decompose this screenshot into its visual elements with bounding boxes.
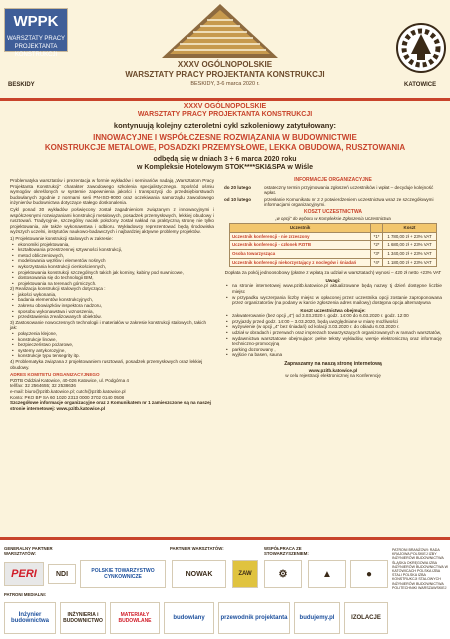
- section-1-heading: 1) Projektowanie konstrukcji stalowych w zakresie:: [10, 235, 113, 241]
- intro-line1: XXXV OGÓLNOPOLSKIE: [183, 103, 267, 110]
- list-item: • systemy antykorozyjne,: [10, 348, 214, 354]
- pyramid-logo-icon: [160, 2, 280, 60]
- list-item: • zakresu obowiązków inspektora nadzoru,: [10, 303, 214, 309]
- cell-option: *3*: [371, 249, 383, 258]
- cell-participant: Uczestnik konferencji - członek PZITB: [230, 241, 371, 250]
- website-link[interactable]: www.pzitb.katowice.pl: [308, 367, 358, 373]
- column-header-option: [371, 224, 383, 233]
- date-row: [224, 197, 442, 208]
- date-row-date: do 20 lutego: [224, 184, 252, 190]
- date-row: [224, 185, 442, 196]
- list-item: • metod obliczeniowych,: [10, 253, 214, 259]
- header: [0, 0, 450, 100]
- pzitb-logo-icon: ⚙: [264, 560, 302, 588]
- address-line-1: PZITB Oddział Katowice, 40-026 Katowice, ul. Podgórna 4: [10, 377, 129, 383]
- przewodnik-projektanta-logo: przewodnik projektanta: [218, 602, 290, 634]
- list-item: • wykorzystania konstrukcji cienkościennych,: [10, 264, 214, 270]
- materialy-budowlane-logo: MATERIAŁY BUDOWLANE: [110, 602, 160, 634]
- section-3-heading: 3) Zastosowanie nowoczesnych technologii i materiałów w zakresie konstrukcji stalowych, takich jak:: [10, 319, 207, 331]
- list-item: • ekonomiki projektowania,: [10, 242, 214, 248]
- list-item: • badania elementów konstrukcyjnych,: [10, 297, 214, 303]
- cell-cost: 1 340,00 zł + 23% VAT: [383, 249, 437, 258]
- list-item: • bezpieczeństwo pożarowe,: [10, 342, 214, 348]
- section-2-heading: 2) Realizacja konstrukcji stalowych dotycząca :: [10, 286, 106, 292]
- general-partner-heading: GENERALNY PARTNER WARSZTATÓW:: [4, 546, 53, 556]
- cell-cost: 1 680,00 zł + 23% VAT: [383, 241, 437, 250]
- header-title-line2: WARSZTATY PRACY PROJEKTANTA KONSTRUKCJI: [125, 70, 325, 79]
- ndi-logo: NDI: [48, 564, 76, 584]
- list-item: • jakości wykonania,: [10, 292, 214, 298]
- cell-participant: Osoba towarzysząca: [230, 249, 371, 258]
- address-line-2: tel/fax: 32 2564655; 32 2538636: [10, 383, 76, 389]
- list-item: • projektowania na terenach górniczych.: [10, 281, 214, 287]
- cooperation-heading: WSPÓŁPRACA ZE STOWARZYSZENIEM:: [264, 546, 309, 556]
- list-item: • wyjście na basen, sauna: [224, 352, 442, 358]
- peri-logo: PERI: [4, 562, 44, 586]
- industry-patrons-text: PATRONI BRANŻOWI: RADA KRAJOWA POLSKIEJ IZBY INŻYNIERÓW BUDOWNICTWA ŚLĄSKA OKRĘGOWA IZBA INŻYNIERÓW BUDOWNICTWA W KATOWICACH POLSKA IZBA STALI POLSKA IZBA KONSTRUKCJI STALOWYCH INŻYNIERÓW BUDOWNICTWA POLITECHNIKI WARSZAWSKIEJ: [392, 548, 448, 590]
- left-column: [10, 178, 214, 411]
- date-row-date: od 10 lutego: [224, 196, 252, 202]
- wppk-logo: [4, 8, 68, 58]
- date-row-text: ostateczny termin przyjmowania zgłoszeń uczestników i wpłat – decyduje kolejność wpłat.: [264, 184, 434, 196]
- cost-includes-heading: Koszt uczestnictwa obejmuje:: [300, 307, 366, 313]
- column-header-participant: Uczestnik: [230, 224, 371, 233]
- column-header-cost: Koszt: [383, 224, 437, 233]
- right-column: [224, 178, 442, 379]
- zaw-logo: ZAW: [232, 560, 258, 588]
- cost-table: [229, 223, 437, 267]
- address-website-note[interactable]: Szczegółowe informacje organizacyjne oraz z Komunikatem nr 1 zamieszczone są na naszej stronie internetowej: www.pzitb.katowice.pl: [10, 400, 211, 411]
- header-date: BESKIDY, 3-6 marca 2020 r.: [190, 81, 260, 87]
- beskidy-label: BESKIDY: [8, 82, 35, 88]
- address-heading: ADRES KOMITETU ORGANIZACYJNEGO: [10, 372, 100, 378]
- katowice-label: KATOWICE: [404, 82, 437, 88]
- ptc-logo: POLSKIE TOWARZYSTWO CYNKOWNICZE: [80, 560, 166, 588]
- list-item: • połączenia klejone,: [10, 331, 214, 337]
- info-heading: INFORMACJE ORGANIZACYJNE: [294, 177, 372, 183]
- list-item: • parking dozorowany ,: [224, 347, 442, 353]
- media-patrons-heading: PATRONI MEDIALNI:: [4, 592, 47, 597]
- list-item: • konstrukcje typu tensegrity itp.: [10, 353, 214, 359]
- single-room-note: Dopłata za pokój jednoosobowy (płatne z wpłatą za udział w warsztatach) wynosi – 420 zł netto +23% VAT: [224, 270, 442, 276]
- address-bank-account: Konto: PKO BP SA 60 1020 2313 0000 3702 0140 0508: [10, 394, 125, 400]
- wppk-logo-text: WPPK: [13, 13, 59, 30]
- intro-line4: INNOWACYJNE I WSPÓŁCZESNE ROZWIĄZANIA W BUDOWNICTWIE: [93, 133, 357, 142]
- list-item: • udział w obradach i przerwach oraz imprezach towarzyszących organizowanych w ramach warsztatów,: [224, 330, 442, 336]
- list-item: • wydawnictwa warsztatowe obejmujące: pełne teksty wykładów, wersje elektroniczną oraz informację techniczno-promocyjną: [224, 336, 442, 347]
- table-row: [230, 258, 437, 267]
- intro-line7: w Kompleksie Hotelowym STOK****SKI&SPA w Wiśle: [136, 164, 314, 171]
- list-item: • na stronie internetowej www.pzitb.katowice.pl aktualizowane będą nazwy tj dzień dostępne liczbie miejsc: [224, 283, 442, 294]
- intro-line6: odbędą się w dniach 3 ÷ 6 marca 2020 roku: [153, 156, 297, 163]
- list-item: • przyjazdy przed godz. 14:00 – 3.03.2020, będą uwzględniane w miarę możliwości: [224, 319, 442, 325]
- list-item: • zakwaterowanie (bez opcji „4”) od 3.03.2020 r. godz. 14:00 do 6.03.2020 r. godz. 12:00: [224, 313, 442, 319]
- cost-table-header: [230, 224, 437, 233]
- date-row-text: przesłanie Komunikatu nr 2 z potwierdzeniem uczestnictwa wraz ze szczegółowymi informacjami organizacyjnymi.: [264, 196, 434, 208]
- beskidy-logo-icon: ●: [350, 560, 388, 588]
- cell-option: *4*: [371, 258, 383, 267]
- wppk-logo-subtitle: WARSZTATY PRACY PROJEKTANTA KONSTRUKCJI: [6, 36, 66, 58]
- inzynier-budownictwa-logo: Inżynier budownictwa: [4, 602, 56, 634]
- budowlany-logo: budowlany: [164, 602, 214, 634]
- budujemy-logo: budujemy.pl: [294, 602, 340, 634]
- cell-option: *1*: [371, 232, 383, 241]
- footer: [0, 540, 450, 639]
- list-item: • przedstawienia zrealizowanych obiektów.: [10, 314, 214, 320]
- cell-cost: 1 780,00 zł + 23% VAT: [383, 232, 437, 241]
- list-item: • w przypadku wyczerpania liczby miejsc w opłaconej przez uczestnika opcji zostanie zaproponowana przez organizatorów (na podany w karcie zgłoszenia adres mailowy) dostępna opcja alternatywna: [224, 295, 442, 306]
- katowice-logo-icon: ▲: [308, 560, 346, 588]
- header-divider: [0, 98, 450, 101]
- left-paragraph-1: Problematyka warsztatów i prezentacja w formie wykładów i seminariów nadają „Warsztatom Pracy Projektanta Konstrukcji” charakter zawodowego szkolenia specjalistycznego. Spośród ośmiu wymogów określonych w systemie zapewnienia jakości i transpozycji do przedsiębiorstwach budowlanych zgodnie z normami serii PN-ISO-9000 oraz oczekiwania samorządu zawodowego inżynierów budownictwa dotyczące stałego doskonalenia.: [10, 178, 214, 206]
- cost-heading: KOSZT UCZESTNICTWA: [303, 208, 363, 215]
- cost-note: „w opcji” do wyboru w Kompleksie Zgłoszenia Uczestnictwa: [275, 215, 391, 221]
- inzynieria-budownictwo-logo: INŻYNIERIA i BUDOWNICTWO: [60, 602, 106, 634]
- intro-line5: KONSTRUKCJE METALOWE, POSADZKI PRZEMYSŁOWE, LEKKA OBUDOWA, RUSZTOWANIA: [44, 143, 406, 152]
- list-item: • projektowania konstrukcji szczególnych takich jak kominy, kabiny pod suwnicowe,: [10, 270, 214, 276]
- gear-logo-icon: [395, 20, 447, 78]
- intro-line3: kontynuują kolejny czteroletni cykl szkoleniowy zatytułowany:: [113, 121, 337, 130]
- left-paragraph-2: Cykl ponad 30 wykładów poświęcony został zagadnieniom związanym z innowacyjnymi i współczesnymi rozwiązaniami konstrukcji metalowych, posadzek przemysłowych, lekkiej obudowy i rusztowań. Tradycyjnie, szczególny nacisk położony został nakład na praktyczną stronę nie tylko projektowania, ale także wykonawstwa i odbioru. Wykładowcy reprezentować będą środowiska wyższych uczelni, instytutów naukowo-badawczych i najbardziej aktywne problemy projektów.: [10, 206, 214, 235]
- invite-line1: Zapraszamy na naszą stronę internetową: [284, 361, 382, 368]
- list-item: • modelowania węzłów i elementów nośnych: [10, 258, 214, 264]
- address-email[interactable]: e-mail: biuro@pzitb.katowice.pl; cutch@pzitb.katowice.pl: [10, 388, 126, 394]
- cell-cost: 1 180,00 zł + 23% VAT: [383, 258, 437, 267]
- invite-line3: w celu rejestracji elektronicznej na Konferencję: [285, 373, 381, 379]
- cell-option: *2*: [371, 241, 383, 250]
- izolacje-logo: IZOLACJE: [344, 602, 388, 634]
- cell-participant: Uczestnik konferencji - nie zrzeszony: [230, 232, 371, 241]
- table-row: [230, 232, 437, 241]
- list-item: • konstrukcje linowe,: [10, 337, 214, 343]
- table-row: [230, 241, 437, 250]
- nowak-logo: NOWAK: [172, 560, 226, 588]
- cell-participant: Uczestnik konferencji niekorzystający z noclegów i śniadań: [230, 258, 371, 267]
- intro-line2: WARSZTATY PRACY PROJEKTANTA KONSTRUKCJI: [137, 111, 313, 118]
- list-item: • wyżywienie (w opcji „4” bez śniadań) od kolacji 3.03.2020 r. do obiadu 6.03.2020 r.: [224, 324, 442, 330]
- table-row: [230, 249, 437, 258]
- list-item: • dostosowania się do technologii BIM,: [10, 275, 214, 281]
- remarks-heading: Uwagi:: [325, 277, 341, 283]
- partner-heading: PARTNER WARSZTATÓW:: [170, 546, 224, 551]
- list-item: • sposobu wykonawstwa i wznoszenia,: [10, 309, 214, 315]
- list-item: • kształtowania przestrzennej sztywności konstrukcji,: [10, 247, 214, 253]
- section-4-heading: 4) Problematyka związana z projektowaniem rusztowań, posadzek przemysłowych oraz lekkiej obudowy.: [10, 359, 203, 370]
- header-title-line1: XXXV OGÓLNOPOLSKIE: [177, 60, 273, 69]
